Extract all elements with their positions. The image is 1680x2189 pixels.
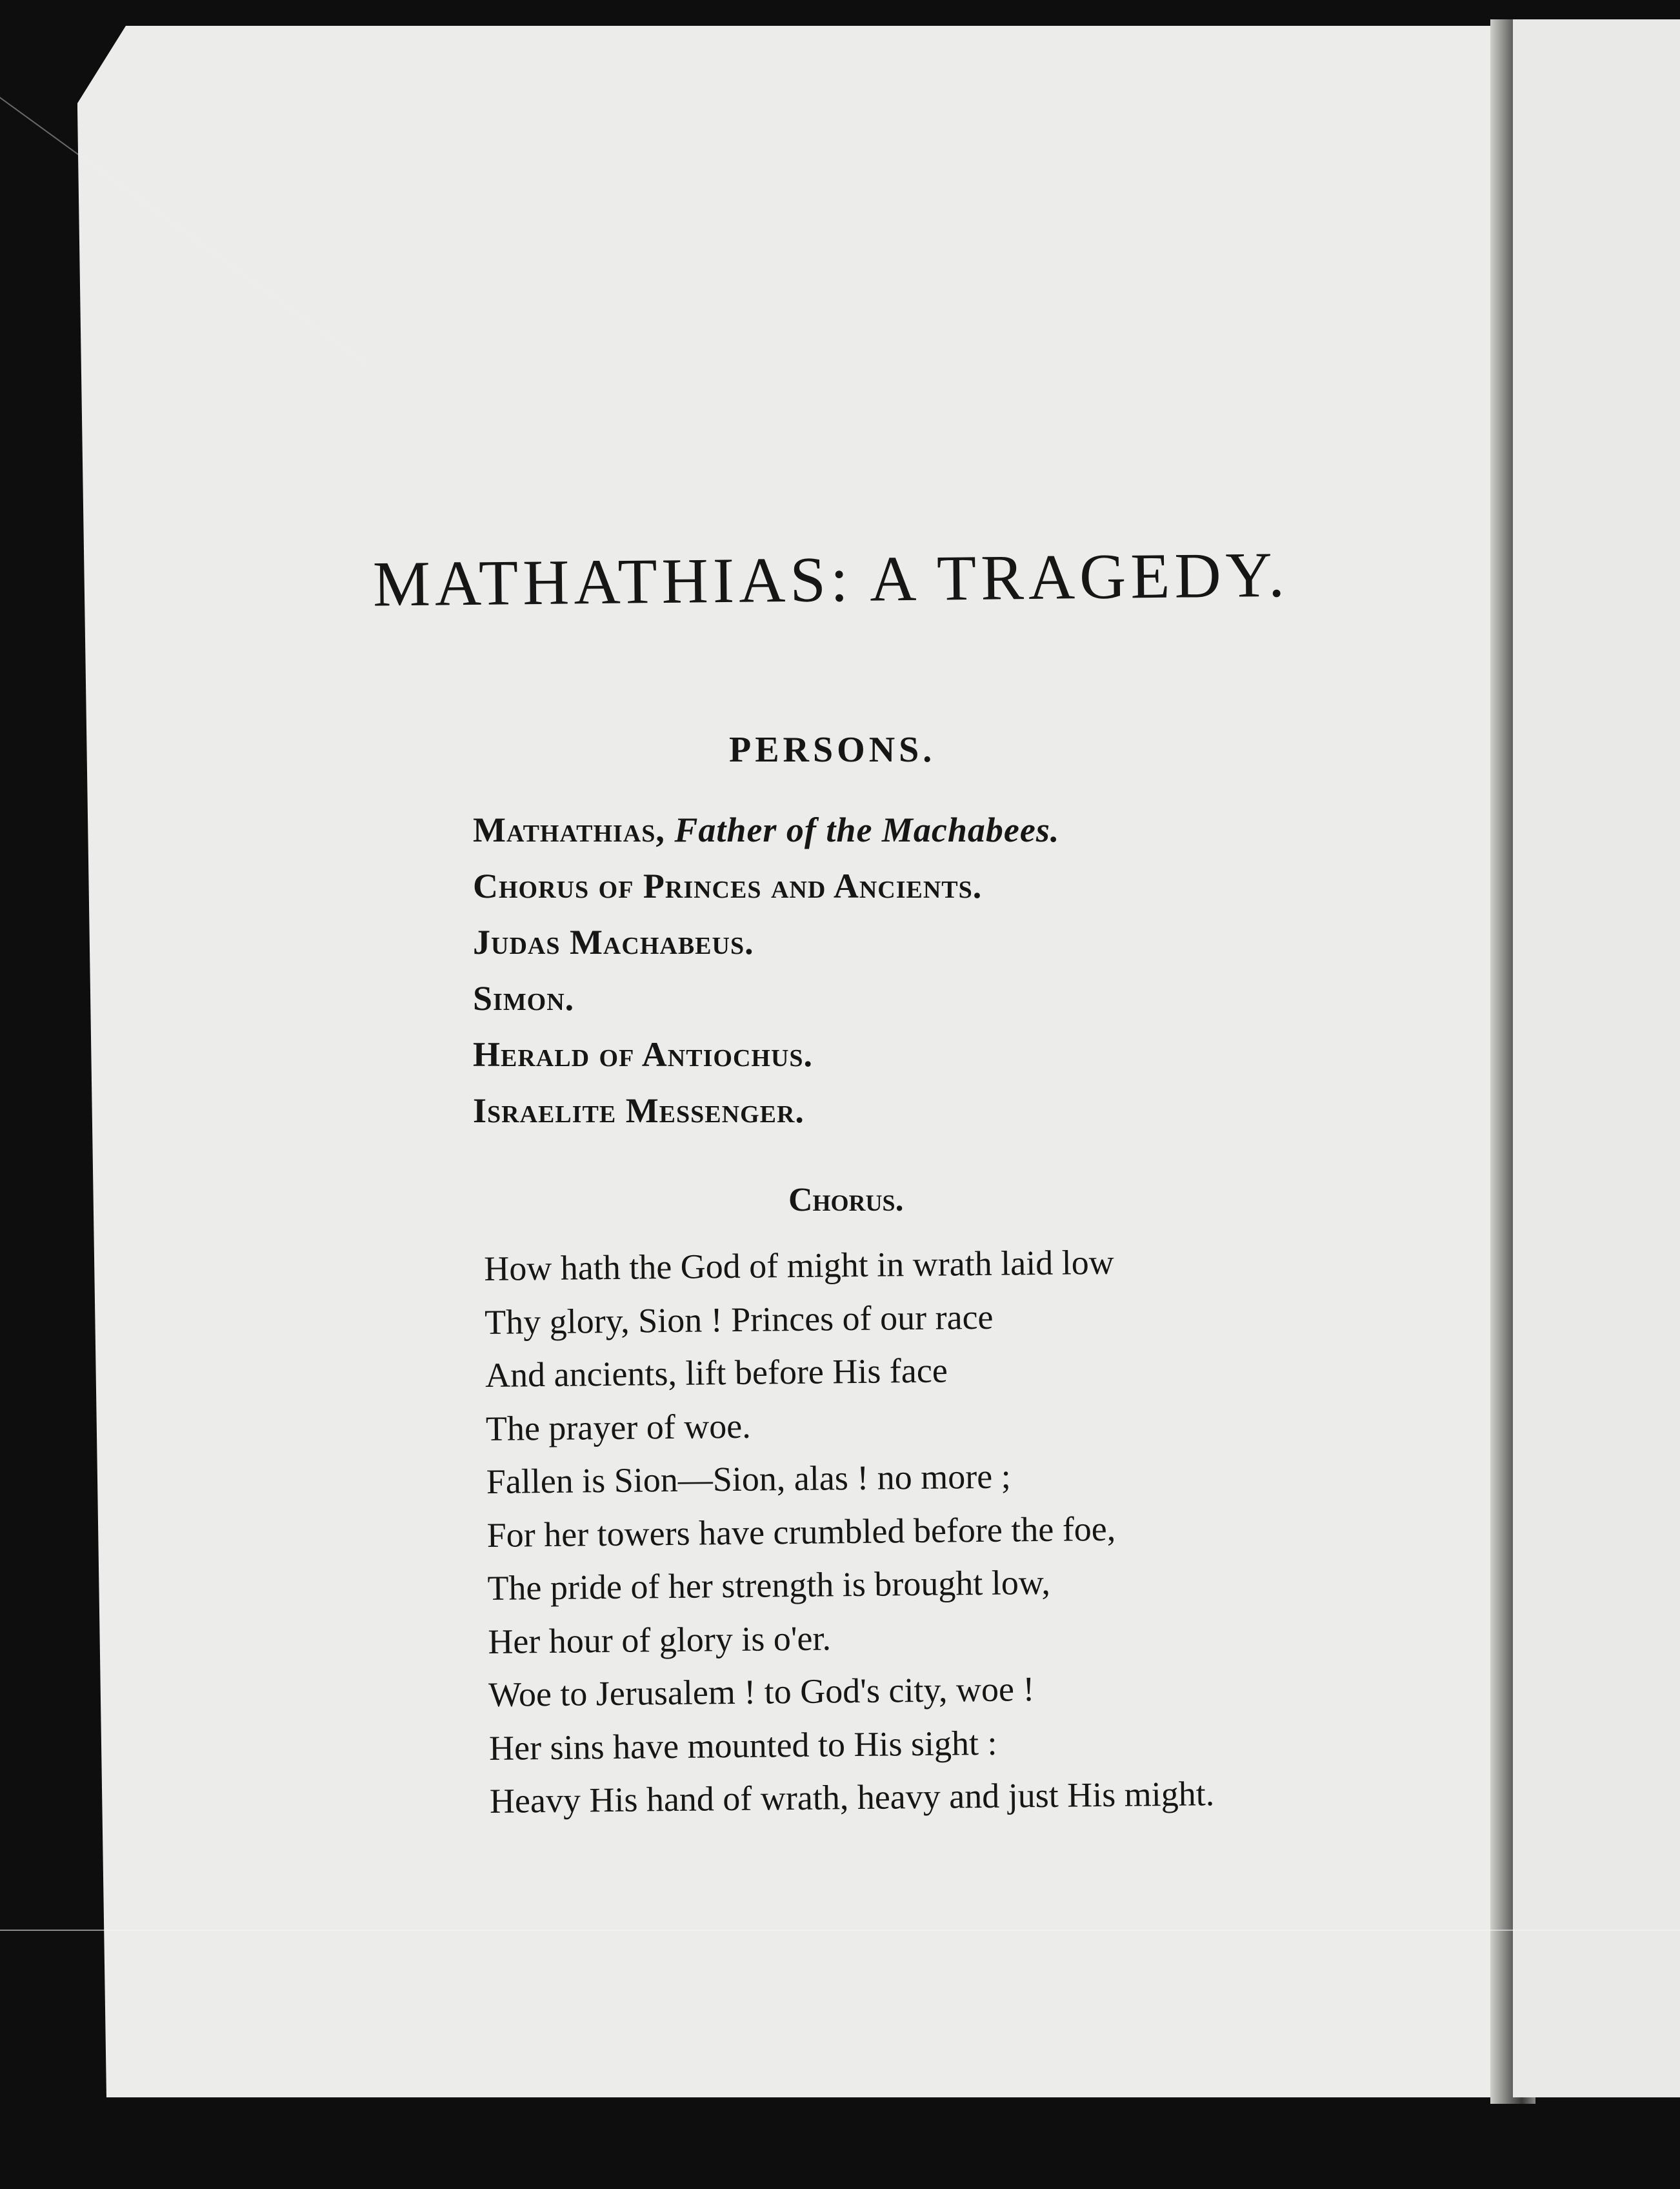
verse-line: The prayer of woe. — [485, 1406, 752, 1448]
verse-line: Fallen is Sion—Sion, alas ! no more ; — [486, 1457, 1012, 1501]
cast-member — [473, 1091, 1059, 1147]
right-page — [1513, 19, 1680, 2097]
verse-line: Thy glory, Sion ! Princes of our race — [484, 1297, 994, 1342]
verse-line: The pride of her strength is brought low, — [487, 1562, 1051, 1608]
cast-name: Herald of Antiochus. — [473, 1035, 814, 1074]
cast-name: Mathathias, — [473, 811, 665, 849]
verse-line: For her towers have crumbled before the foe, — [486, 1509, 1116, 1555]
scan-artifact-line — [0, 1930, 1680, 1931]
chorus-heading: Chorus. — [788, 1182, 904, 1218]
verse-line: Heavy His hand of wrath, heavy and just His might. — [489, 1774, 1215, 1821]
cast-member — [473, 866, 1059, 922]
cast-name: Judas Machabeus. — [473, 923, 754, 962]
cast-name: Israelite Messenger. — [473, 1091, 805, 1130]
verse-line: And ancients, lift before His face — [485, 1351, 948, 1395]
chorus-verse — [484, 1241, 1215, 1834]
cast-member — [473, 978, 1059, 1034]
verse-line: Her sins have mounted to His sight : — [488, 1723, 997, 1768]
cast-member — [473, 1034, 1059, 1091]
persons-heading: PERSONS. — [729, 730, 936, 770]
cast-name: Simon. — [473, 979, 575, 1018]
verse-line: How hath the God of might in wrath laid low — [484, 1242, 1114, 1288]
cast-member — [473, 810, 1059, 866]
page-title: MATHATHIAS: A TRAGEDY. — [372, 538, 1290, 620]
cast-description: Father of the Machabees. — [674, 811, 1060, 849]
cast-member — [473, 922, 1059, 978]
cast-list — [473, 810, 1059, 1147]
verse-line: Her hour of glory is o'er. — [488, 1618, 832, 1661]
verse-line: Woe to Jerusalem ! to God's city, woe ! — [488, 1669, 1035, 1714]
cast-name: Chorus of Princes and Ancients. — [473, 867, 983, 905]
